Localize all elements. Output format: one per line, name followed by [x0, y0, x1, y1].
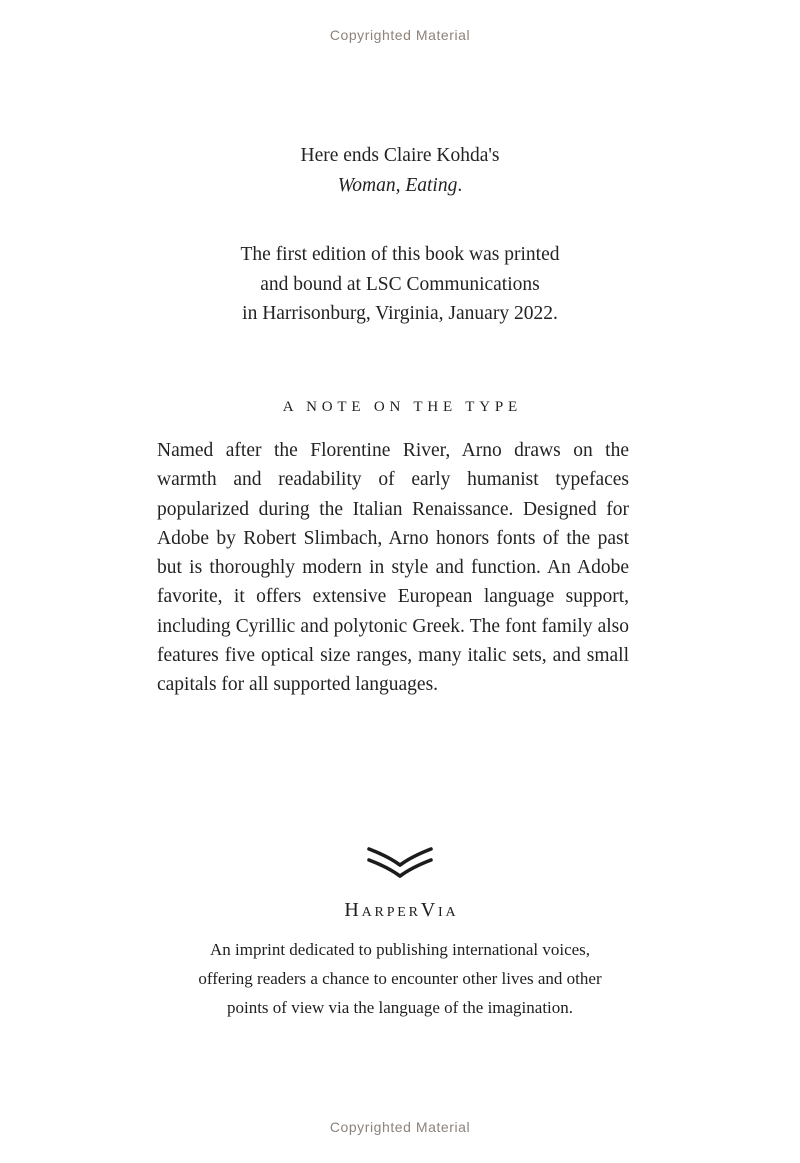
copyright-notice-top: Copyrighted Material	[329, 27, 471, 43]
publisher-logo-block	[0, 845, 800, 890]
type-note-heading: A NOTE ON THE TYPE	[282, 399, 522, 415]
book-title: Woman, Eating	[337, 175, 458, 196]
ending-line: Here ends Claire Kohda's	[300, 145, 500, 166]
printing-line-3: in Harrisonburg, Virginia, January 2022.	[242, 303, 558, 324]
tagline-line-3: points of view via the language of the imagination.	[226, 998, 574, 1017]
type-note-body: Named after the Florentine River, Arno draws on the warmth and readability of early humanist typefaces popularized during the Italian Renaissance. Designed for Adobe by Robert Slimbach, Arno honors fonts of the past but is thoroughly modern in style and function. An Adobe favorite, it offers extensive European language support, including Cyrillic and polytonic Greek. The font family also features five optical size ranges, many italic sets, and small capitals for all supported languages.	[157, 440, 629, 696]
book-ending-note	[0, 141, 800, 201]
printing-line-2: and bound at LSC Communications	[260, 273, 540, 295]
publisher-name: HarperVia	[344, 899, 459, 921]
printing-info	[0, 240, 800, 329]
tagline-line-2: offering readers a chance to encounter other lives and other	[198, 969, 602, 988]
harpervia-logo-icon	[364, 845, 436, 885]
publisher-tagline	[0, 935, 800, 1022]
tagline-line-1: An imprint dedicated to publishing international voices,	[209, 940, 591, 959]
title-period: .	[457, 175, 463, 196]
ending-title-line	[0, 171, 800, 201]
copyright-notice-bottom: Copyrighted Material	[329, 1119, 471, 1135]
printing-line-1: The first edition of this book was printed	[240, 244, 560, 265]
